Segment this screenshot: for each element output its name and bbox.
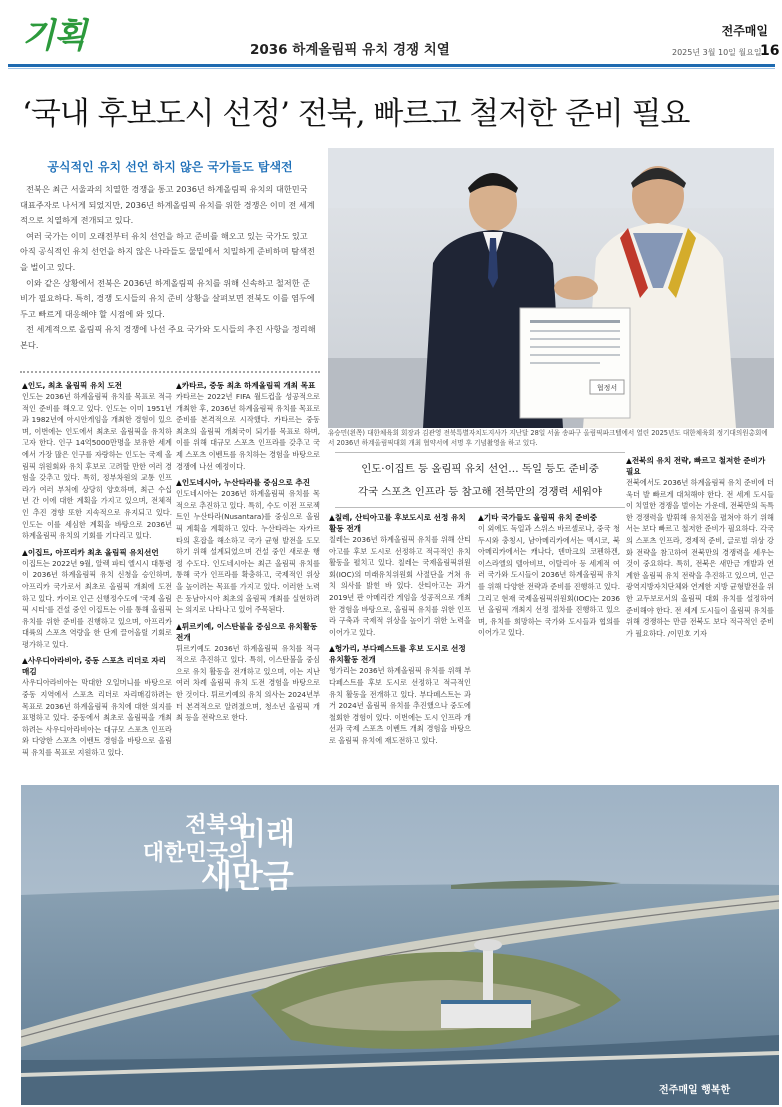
- section-heading: ▲튀르키예, 이스탄불을 중심으로 유치활동 전개: [176, 621, 318, 642]
- section-body: 인도네시아는 2036년 하계올림픽 유치를 목적으로 추진하고 있다. 특히, 수도 이전 프로젝트인 누산타라(Nusantara)를 중심으로 올림픽 계획을 계획하고 있다. 누산타라는 자카르타의 혼잡을 해소하고 국가 균형 발전을 도모하기 위해 설계되었으며 건설 중인 새로운 행정 수도다. 인도네시아는 최근 올림픽 유치를 통해 국가 인프라를 확충하고, 국제적인 위상을 높이려는 목표를 가지고 있다. 이러한 노력은 동남아시아 최초의 올림픽 개최를 실현하려는 의지로 나타나고 있어 주목된다.: [176, 489, 320, 615]
- photo-caption: 유승민(왼쪽) 대한체육회 회장과 김관영 전북특별자치도지사가 지난달 28일 서울 송파구 올림픽파크텔에서 열린 2025년도 대한체육회 정기대의원총회에서 2036년 하계올림픽대회 개최 협약서에 서명 후 기념촬영을 하고 있다.: [328, 429, 768, 447]
- ad-line: 전북의: [185, 812, 249, 838]
- signing-photo-illustration: [328, 148, 774, 428]
- section-heading: ▲기타 국가들도 올림픽 유치 준비중: [478, 513, 598, 522]
- section-body: 사우디아라비아는 막대한 오일머니를 바탕으로 중동 지역에서 스포츠 리더로 자리매김하려는 목표로 2036년 하계올림픽 유치에 대한 의지를 표명하고 있다. 중동에서 최초로 올림픽을 개최하려는 사우디아라비아는 대규모 스포츠 인프라와 다양한 스포츠 이벤트 경험을 바탕으로 올림픽 유치를 목표로 지원하고 있다.: [22, 678, 172, 758]
- section-heading: ▲인도, 최초 올림픽 유치 도전: [22, 381, 122, 390]
- section-body: 전북에서도 2036년 하계올림픽 유치 준비에 더욱더 발 빠르게 대처해야 한다. 전 세계 도시들이 치열한 경쟁을 벌이는 가운데, 전북만의 독특한 경쟁력을 발휘해 유치전을 펼쳐야 하기 위해서는 보다 빠르고 철저한 준비가 필요하다. 각국의 스포츠 인프라, 경제적 준비, 글로벌 위상 강화 전략을 참고하여 전북만의 경쟁력을 세우는 것이 중요하다. 특히, 전북은 새만금 개발과 연계한 올림픽 유치 전략을 추진하고 있으며, 인근 광역지방자치단체와 연계한 지방 균형발전을 위한 교두보로서의 올림픽 대회 유치를 설정하여 준비해야 한다. 전 세계 도시들이 올림픽 유치를 위해 경쟁하는 만큼 전북도 보다 적극적인 준비가 필요하다. /이민호 기자: [626, 478, 774, 638]
- article-column: [478, 512, 620, 780]
- ad-line: 대한민국의: [142, 840, 249, 866]
- lead-block: [20, 182, 318, 354]
- secondary-subhead-line: 각국 스포츠 인프라 등 참고해 전북만의 경쟁력 세워야: [358, 486, 602, 498]
- section-heading: ▲카타르, 중동 최초 하계올림픽 개최 목표: [176, 381, 316, 390]
- ad-credit: 전주매일 행복한: [659, 1085, 731, 1096]
- article-column: [22, 380, 172, 780]
- section-body: 이집트는 2022년 9월, 알렉 파티 엘시시 대통령이 2036년 하계올림픽 유치 신청을 승인하며, 아프리카 국가로서 최초로 올림픽 개최에 도전하고 있다. 카이로 인근 신행정수도에 '국제 올림픽 시티'를 건설 중인 이집트는 이를 통해 올림픽 유치를 위한 준비를 진행하고 있으며, 아프리카 대륙의 스포츠 역량을 한 단계 끌어올릴 기회로 평가하고 있다.: [22, 558, 172, 649]
- secondary-subhead-line: 인도·이집트 등 올림픽 유치 선언… 독일 등도 준비중: [361, 463, 599, 475]
- paper-name: 전주매일: [721, 24, 768, 38]
- subhead-rule: [335, 507, 625, 508]
- headline: ‘국내 후보도시 선정’ 전북, 빠르고 철저한 준비 필요: [22, 96, 690, 132]
- article-column: [329, 512, 471, 780]
- section-heading: ▲이집트, 아프리카 최초 올림픽 유치선언: [22, 547, 159, 557]
- document-sign: 협정서: [596, 384, 618, 392]
- ad-slogan-big: 미래: [237, 817, 295, 852]
- lead-paragraph: 전북은 최근 서울과의 치열한 경쟁을 통고 2036년 하계올림픽 유치의 대한민국 대표주자로 나서게 되었지만, 2036년 하계올림픽 유치를 위한 경쟁은 이미 전 세계적으로 치열하게 전개되고 있다.: [20, 184, 315, 226]
- section-heading: ▲사우디아라비아, 중동 스포츠 리더로 자리매김: [22, 656, 167, 677]
- section-heading: ▲칠레, 산티아고를 후보도시로 선정 유치활동 전개: [329, 513, 466, 533]
- dotted-divider: [20, 371, 320, 373]
- signing-photo: [328, 148, 774, 428]
- subhead: 공식적인 유치 선언 하지 않은 국가들도 탐색전: [47, 160, 293, 174]
- ad-slogan-big: 새만금: [201, 857, 294, 895]
- section-body: 칠레는 2036년 하계올림픽 유치를 위해 산티아고를 후보 도시로 선정하고 적극적인 유치 활동을 펼치고 있다. 칠레는 국제올림픽위원회(IOC)의 미래유치위원회 사절단을 거쳐 유치 의사를 밝힌 바 있다. 산티아고는 과거 2019년 판 아메리칸 게임을 성공적으로 개최한 경험을 바탕으로, 올림픽 유치를 위한 인프라 구축과 국제적 위상을 높이기 위한 노력을 이어가고 있다.: [329, 535, 471, 637]
- article-column: [626, 455, 774, 780]
- section-body: 헝가리는 2036년 하계올림픽 유치를 위해 부다페스트를 후보 도시로 선정하고 적극적인 유치 활동을 전개하고 있다. 부다페스트는 과거 2024년 올림픽 유치를 추진했으나 중도에 철회한 경험이 있다. 이번에는 도시 인프라 개선과 국제 스포츠 이벤트 개최 경험을 바탕으로 올림픽 유치에 재도전하고 있다.: [329, 666, 471, 745]
- lead-paragraph: 여러 국가는 이미 오래전부터 유치 선언을 하고 준비를 해오고 있는 국가도 있고 아직 공식적인 유치 선언을 하지 않은 나라들도 물밑에서 치밀하게 준비하며 탐색전을 벌이고 있다.: [20, 230, 315, 272]
- secondary-subhead: [345, 458, 615, 504]
- page-number: 16: [760, 43, 780, 59]
- section-body: 이 외에도 독일과 스위스 바르셀로나, 중국 청두시와 충칭시, 남아메리카에서는 멕시코, 북아메리카에서는 캐나다, 덴마크의 코펜하겐, 이스라엘의 텔아비브, 이탈리아 등 세계적 여러 국가와 도시들이 2036년 하계올림픽 유치를 위해 다양한 전략과 준비를 진행하고 있다. 그리고 현재 국제올림픽위원회(IOC)는 2036년 올림픽 개최지 선정 절차를 진행하고 있으며, 유치를 희망하는 국가와 도시들과 협의를 이어가고 있다.: [478, 524, 620, 638]
- section-body: 카타르는 2022년 FIFA 월드컵을 성공적으로 개최한 후, 2036년 하계올림픽 유치를 목표로 준비를 본격적으로 시작했다. 카타르는 중동 최초의 올림픽 개최국이 되기를 목표로 하며, 이를 위해 대규모 스포츠 인프라를 갖추고 국제 스포츠 이벤트를 유치하는 경험을 바탕으로 경쟁에 나선 예정이다.: [176, 392, 320, 471]
- section-body: 인도는 2036년 하계올림픽 유치를 목표로 적극적인 준비를 해오고 있다. 인도는 이미 1951년과 1982년에 아시안게임을 개최한 경험이 있으며, 이번에는 인도에서 최초로 올림픽을 유치하고자 한다. 인구 14억5000만명을 보유한 세계에서 가장 많은 인구를 자랑하는 인도는 국제 올림픽 위원회와 유치 후보로 고려할 만한 여러 경험을 갖추고 있다. 특히, 정부차원의 교통 인프라가 여러 부처에 상당히 양호하며, 최근 수십 년 간 이에 대한 계획을 가지고 있으며, 전체적인 추진 경향 또한 지속적으로 유지되고 있다. 인도는 이를 세심한 계획을 바탕으로 2036년 하계올림픽 유치의 기회를 기다리고 있다.: [22, 392, 172, 541]
- section-heading: ▲헝가리, 부다페스트를 후보 도시로 선정 유치활동 전개: [329, 644, 466, 665]
- section-heading: ▲인도네시아, 누산타라를 중심으로 추진: [176, 478, 311, 488]
- section-logo: 기획: [22, 16, 86, 56]
- subhead-rule: [335, 452, 625, 453]
- lead-paragraph: 이와 같은 상황에서 전북은 2036년 하계올림픽 유치를 위해 신속하고 철저한 준비가 필요하다. 특히, 경쟁 도시들의 유치 준비 상황을 살펴보면 전북도 이를 염두에 두고 빠르게 대응해야 할 시점에 와 있다.: [20, 277, 315, 319]
- aerial-photo: [21, 785, 779, 1105]
- section-heading: ▲전북의 유치 전략, 빠르고 철저한 준비가 필요: [626, 456, 766, 476]
- issue-date: 2025년 3월 10일 월요일: [672, 48, 762, 57]
- article-column: [176, 380, 320, 780]
- lead-paragraph: 전 세계적으로 올림픽 유치 경쟁에 나선 주요 국가와 도시들의 추진 사항을 정리해 본다.: [20, 324, 316, 350]
- header-topic: 2036 하계올림픽 유치 경쟁 치열: [250, 42, 450, 58]
- header-rule: [8, 64, 775, 67]
- saemangeum-ad: [21, 785, 779, 1105]
- section-body: 튀르키예도 2036년 하계올림픽 유치를 적극적으로 추진하고 있다. 특히, 이스탄불을 중심으로 유치 활동을 전개하고 있으며, 이는 지난 여러 차례 올림픽 유치 도전 경험을 바탕으로 한 것이다. 튀르키예의 유치 의사는 2024년부터 본격적으로 알려졌으며, 청소년 올림픽 개최 등을 전략으로 한다.: [176, 643, 320, 723]
- header-rule-thin: [8, 68, 775, 69]
